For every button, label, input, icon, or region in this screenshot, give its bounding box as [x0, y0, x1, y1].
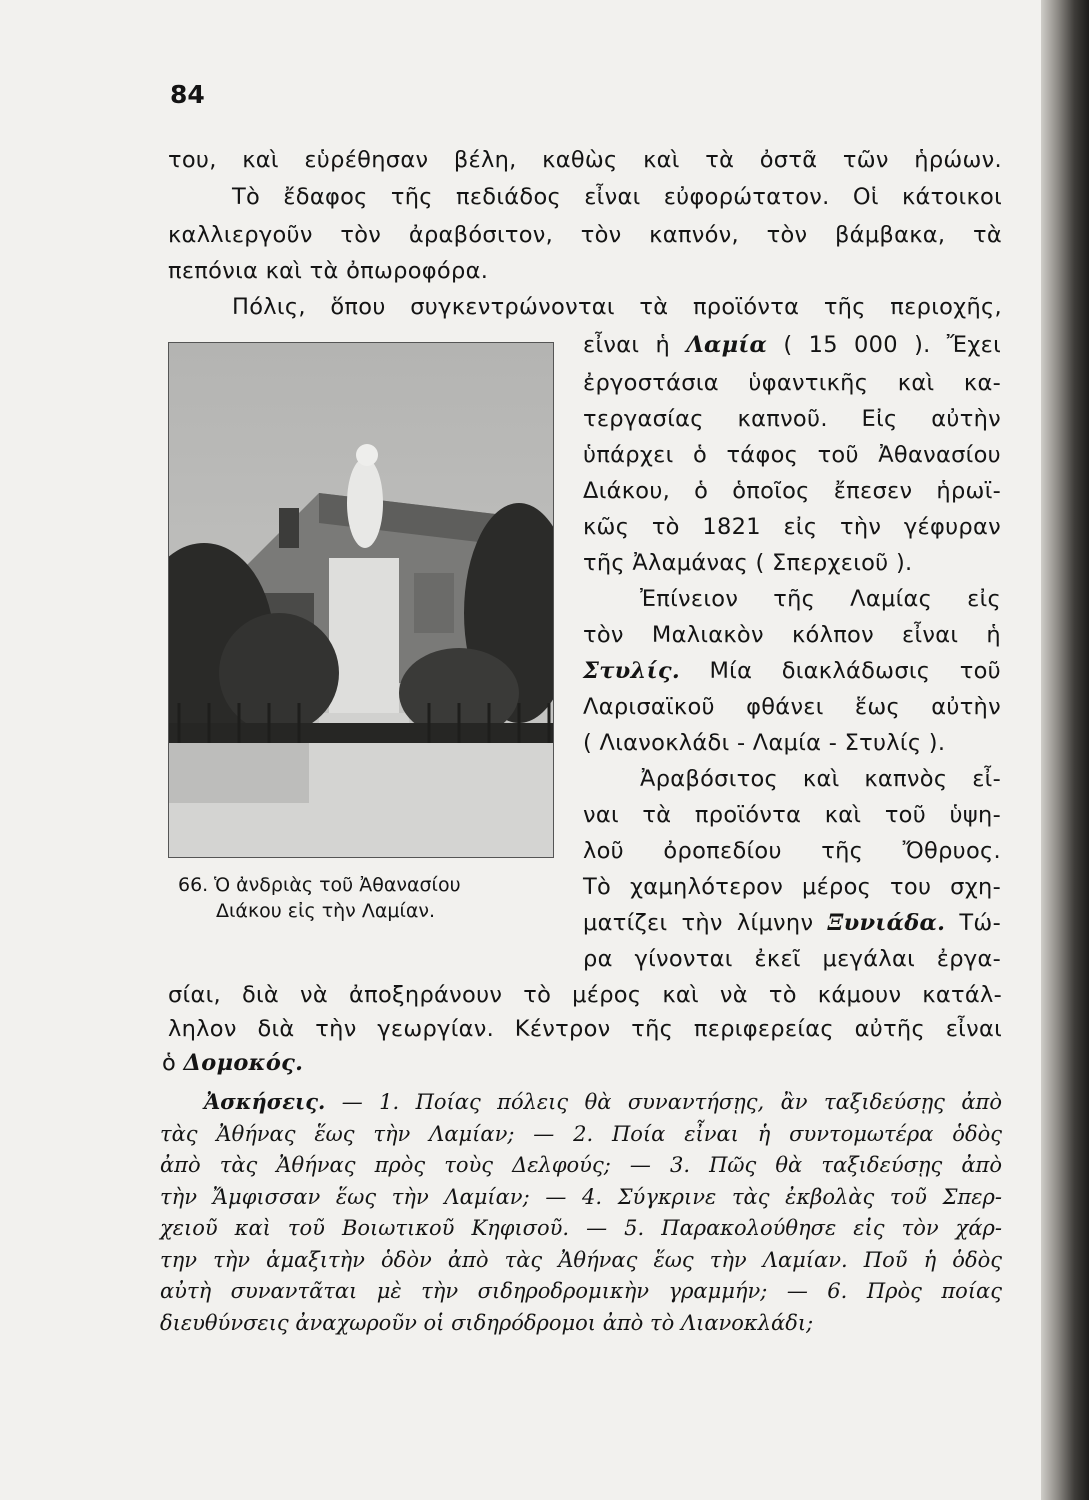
body-line-domokos: ὁ Δομοκός. [162, 1050, 304, 1076]
exercises-heading: Ἀσκήσεις. [204, 1089, 326, 1114]
body-line: σίαι, διὰ νὰ ἀποξηράνουν τὸ μέρος καὶ νὰ τὸ κάμουν κατάλ- [168, 982, 1002, 1008]
exercise-line: Ἀσκήσεις. — 1. Ποίας πόλεις θὰ συναντήσῃς, ἂν ταξιδεύσῃς ἀπὸ [204, 1089, 1002, 1114]
body-line: Διάκου, ὁ ὁποῖος ἔπεσεν ἡρωϊ- [583, 478, 1001, 504]
exercise-line: τὰς Ἀθήνας ἕως τὴν Λαμίαν; — 2. Ποία εἶναι ἡ συντομωτέρα ὁδὸς [160, 1121, 1002, 1146]
exercise-line: ἀπὸ τὰς Ἀθήνας πρὸς τοὺς Δελφούς; — 3. Πῶς θὰ ταξιδεύσῃς ἀπὸ [160, 1153, 1002, 1177]
exercise-line: την τὴν ἁμαξιτὴν ὁδὸν ἀπὸ τὰς Ἀθήνας ἕως τὴν Λαμίαν. Ποῦ ἡ ὁδὸς [160, 1247, 1002, 1272]
caption-line: Διάκου εἰς τὴν Λαμίαν. [216, 900, 436, 922]
statue-photo [168, 342, 554, 858]
exercise-line: χειοῦ καὶ τοῦ Βοιωτικοῦ Κηφισοῦ. — 5. Παρακολούθησε εἰς τὸν χάρ- [160, 1216, 1002, 1240]
body-line-stylis: Στυλίς. Μία διακλάδωσις τοῦ [583, 658, 1002, 684]
body-line: ρα γίνονται ἐκεῖ μεγάλαι ἐργα- [583, 946, 1001, 972]
body-line: λοῦ ὀροπεδίου τῆς Ὄθρυος. [583, 838, 1001, 864]
body-line: τεργασίας καπνοῦ. Εἰς αὐτὴν [583, 406, 1001, 432]
body-line: τῆς Ἀλαμάνας ( Σπερχειοῦ ). [583, 550, 913, 576]
body-line: ( Λιανοκλάδι - Λαμία - Στυλίς ). [583, 730, 946, 756]
body-line: του, καὶ εὑρέθησαν βέλη, καθὼς καὶ τὰ ὀστᾶ τῶν ἡρώων. [168, 147, 1002, 173]
place-name-lamia: Λαμία [686, 332, 768, 358]
body-line: καλλιεργοῦν τὸν ἀραβόσιτον, τὸν καπνόν, τὸν βάμβακα, τὰ [168, 222, 1002, 248]
body-line: Πόλις, ὅπου συγκεντρώνονται τὰ προϊόντα τῆς περιοχῆς, [232, 294, 1002, 320]
place-name-stylis: Στυλίς. [583, 658, 680, 684]
exercise-line: τὴν Ἄμφισσαν ἕως τὴν Λαμίαν; — 4. Σύγκρινε τὰς ἐκβολὰς τοῦ Σπερ- [160, 1184, 1002, 1209]
caption-line: Ὁ ἀνδριὰς τοῦ Ἀθανασίου [214, 874, 461, 896]
exercise-line: διευθύνσεις ἀναχωροῦν οἱ σιδηρόδρομοι ἀπὸ τὸ Λιανοκλάδι; [160, 1310, 814, 1335]
body-line: Τὸ ἔδαφος τῆς πεδιάδος εἶναι εὐφορώτατον. Οἱ κάτοικοι [232, 184, 1002, 210]
body-line-xyniada: ματίζει τὴν λίμνην Ξυνιάδα. Τώ- [583, 910, 1001, 936]
exercise-line: αὐτὴ συναντᾶται μὲ τὴν σιδηροδρομικὴν γραμμήν; — 6. Πρὸς ποίας [160, 1279, 1002, 1303]
body-line: Ἐπίνειον τῆς Λαμίας εἰς [640, 586, 1001, 612]
body-line: Ἀραβόσιτος καὶ καπνὸς εἶ- [640, 766, 1001, 792]
body-line: ὑπάρχει ὁ τάφος τοῦ Ἀθανασίου [583, 442, 1001, 468]
body-line-lamia: εἶναι ἡ Λαμία ( 15 000 ). Ἔχει [583, 332, 1001, 358]
figure-number: 66. [178, 874, 209, 896]
place-name-domokos: Δομοκός. [183, 1050, 304, 1076]
body-line: ληλον διὰ τὴν γεωργίαν. Κέντρον τῆς περιφερείας αὐτῆς εἶναι [168, 1016, 1002, 1042]
figure-caption [178, 872, 558, 924]
body-line: Τὸ χαμηλότερον μέρος του σχη- [583, 874, 1001, 900]
body-line: Λαρισαϊκοῦ φθάνει ἕως αὐτὴν [583, 694, 1001, 720]
exercises-section [160, 1086, 1002, 1339]
body-line: τὸν Μαλιακὸν κόλπον εἶναι ἡ [583, 622, 1001, 648]
body-line: ναι τὰ προϊόντα καὶ τοῦ ὑψη- [583, 802, 1001, 828]
body-line: κῶς τὸ 1821 εἰς τὴν γέφυραν [583, 514, 1001, 540]
body-line: ἐργοστάσια ὑφαντικῆς καὶ κα- [583, 370, 1001, 396]
page-number: 84 [170, 80, 205, 109]
place-name-xyniada: Ξυνιάδα. [827, 910, 946, 936]
page-binding-shadow [1041, 0, 1089, 1500]
body-line: πεπόνια καὶ τὰ ὀπωροφόρα. [168, 258, 489, 284]
statue-photo-illustration [169, 343, 553, 857]
